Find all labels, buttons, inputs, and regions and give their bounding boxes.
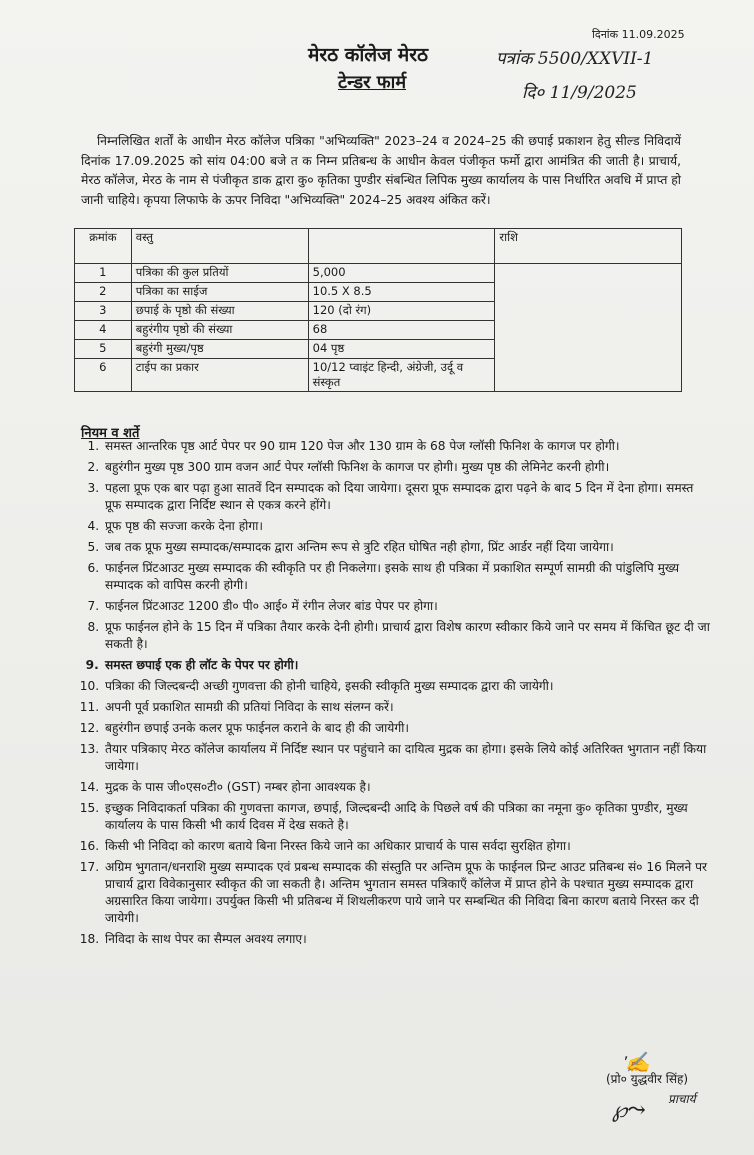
list-item: 18. निविदा के साथ पेपर का सैम्पल अवश्य लगाए। xyxy=(103,931,710,948)
row-serial: 3 xyxy=(75,302,132,321)
list-item: 9. समस्त छपाई एक ही लॉट के पेपर पर होगी। xyxy=(103,657,710,674)
list-item: 8. प्रूफ फाईनल होने के 15 दिन में पत्रिका तैयार करके देनी होगी। प्राचार्य द्वारा विशेष कारण स्वीकार किये जाने पर समय में किंचित छूट दी जा सकती है। xyxy=(103,619,710,653)
row-item: छपाई के पृष्ठो की संख्या xyxy=(131,302,308,321)
table-header-row xyxy=(75,229,682,264)
list-item: 10. पत्रिका की जिल्दबन्दी अच्छी गुणवत्ता की होनी चाहिये, इसकी स्वीकृति मुख्य सम्पादक द्वारा की जायेगी। xyxy=(103,678,710,695)
list-item: 1. समस्त आन्तरिक पृष्ठ आर्ट पेपर पर 90 ग्राम 120 पेज और 130 ग्राम के 68 पेज ग्लॉसी फिनिश के कागज पर होगी। xyxy=(103,438,710,455)
row-detail: 120 (दो रंग) xyxy=(308,302,495,321)
amount-cell xyxy=(495,264,682,392)
signature-mark-icon: ℘⤳ xyxy=(612,1098,646,1123)
list-item: 4. प्रूफ पृष्ठ की सज्जा करके देना होगा। xyxy=(103,518,710,535)
header-detail xyxy=(308,229,495,264)
row-item: बहुरंगीय पृष्ठो की संख्या xyxy=(131,321,308,340)
signature-scribble-icon: ᡃ✍ xyxy=(625,1050,650,1074)
row-detail: 5,000 xyxy=(308,264,495,283)
college-title: मेरठ कॉलेज मेरठ xyxy=(308,44,429,66)
handwritten-reference-number: पत्रांक 5500/XXVII-1 xyxy=(496,49,654,69)
row-detail: 10.5 X 8.5 xyxy=(308,283,495,302)
list-item: 7. फाईनल प्रिंटआउट 1200 डी० पी० आई० में रंगीन लेजर बांड पेपर पर होगा। xyxy=(103,598,710,615)
rules-list xyxy=(81,438,710,952)
principal-name: (प्रो० युद्धवीर सिंह) xyxy=(606,1072,688,1086)
list-item: 2. बहुरंगीन मुख्य पृष्ठ 300 ग्राम वजन आर्ट पेपर ग्लॉसी फिनिश के कागज पर होगी। मुख्य पृष्ठ की लेमिनेट करनी होगी। xyxy=(103,459,710,476)
intro-paragraph: निम्नलिखित शर्तों के आधीन मेरठ कॉलेज पत्रिका "अभिव्यक्ति" 2023–24 व 2024–25 की छपाई प्रकाशन हेतु सील्ड निविदायें दिनांक 17.09.2025 को सांय 04:00 बजे त क निम्न प्रतिबन्ध के आधीन केवल पंजीकृत फर्मो द्वारा आमंत्रित की जाती है। प्राचार्य, मेरठ कॉलेज, मेरठ के नाम से पंजीकृत डाक द्वारा कु० कृतिका पुण्डीर संबन्धित लिपिक मुख्य कार्यालय के पास निर्धारित अवधि में प्राप्त हो जानी चाहिये। कृपया लिफाफे के ऊपर निविदा "अभिव्यक्ति" 2024–25 अवश्य अंकित करें। xyxy=(81,134,681,207)
row-detail: 10/12 प्वाइंट हिन्दी, अंग्रेजी, उर्दू व संस्कृत xyxy=(308,359,495,392)
row-serial: 1 xyxy=(75,264,132,283)
list-item: 13. तैयार पत्रिकाए मेरठ कॉलेज कार्यालय में निर्दिष्ट स्थान पर पहुंचाने का दायित्व मुद्रक का होगा। इसके लिये कोई अतिरिक्त भुगतान नहीं किया जायेगा। xyxy=(103,741,710,775)
row-detail: 68 xyxy=(308,321,495,340)
list-item: 12. बहुरंगीन छपाई उनके कलर प्रूफ फाईनल कराने के बाद ही की जायेगी। xyxy=(103,720,710,737)
header-item: वस्तु xyxy=(131,229,308,264)
list-item: 14. मुद्रक के पास जी०एस०टी० (GST) नम्बर होना आवश्यक है। xyxy=(103,779,710,796)
row-item: पत्रिका का साईज xyxy=(131,283,308,302)
tender-form-heading: टेन्डर फार्म xyxy=(338,72,407,93)
document-date: दिनांक 11.09.2025 xyxy=(592,28,685,41)
list-item: 16. किसी भी निविदा को कारण बताये बिना निरस्त किये जाने का अधिकार प्राचार्य के पास सर्वदा सुरक्षित होगा। xyxy=(103,838,710,855)
handwritten-date: दि० 11/9/2025 xyxy=(522,83,637,103)
row-detail: 04 पृष्ठ xyxy=(308,340,495,359)
list-item: 15. इच्छुक निविदाकर्ता पत्रिका की गुणवत्ता कागज, छपाई, जिल्दबन्दी आदि के पिछले वर्ष की पत्रिका का नमूना कु० कृतिका पुण्डीर, मुख्य कार्यालय के पास किसी भी कार्य दिवस में देख सकते है। xyxy=(103,800,710,834)
rules-heading: नियम व शर्ते xyxy=(81,426,140,441)
row-item: टाईप का प्रकार xyxy=(131,359,308,392)
row-serial: 5 xyxy=(75,340,132,359)
row-serial: 4 xyxy=(75,321,132,340)
row-item: पत्रिका की कुल प्रतियों xyxy=(131,264,308,283)
list-item: 11. अपनी पूर्व प्रकाशित सामग्री की प्रतियां निविदा के साथ संलग्न करें। xyxy=(103,699,710,716)
list-item: 5. जब तक प्रूफ मुख्य सम्पादक/सम्पादक द्वारा अन्तिम रूप से त्रुटि रहित घोषित नही होगा, प्रिंट आर्डर नहीं दिया जायेगा। xyxy=(103,539,710,556)
principal-role: प्राचार्य xyxy=(668,1092,696,1106)
list-item: 6. फाईनल प्रिंटआउट मुख्य सम्पादक की स्वीकृति पर ही निकलेगा। इसके साथ ही पत्रिका में प्रकाशित सम्पूर्ण सामग्री की पांडुलिपि मुख्य सम्पादक को वापिस करनी होगी। xyxy=(103,560,710,594)
specification-table xyxy=(74,228,682,392)
list-item: 17. अग्रिम भुगतान/धनराशि मुख्य सम्पादक एवं प्रबन्ध सम्पादक की संस्तुति पर अन्तिम प्रूफ के फाईनल प्रिन्ट आउट प्रतिबन्ध सं० 16 मिलने पर प्राचार्य द्वारा विवेकानुसार स्वीकृत की जा सकती है। अन्तिम भुगतान समस्त पत्रिकाएँ कॉलेज में प्राप्त होने के पश्चात मुख्य सम्पादक द्वारा अग्रसारित किया जायेगा। उपर्युक्त किसी भी प्रतिबन्ध में शिथलीकरण पाये जाने पर सम्बन्धित की निविदा बिना कारण बताये निरस्त कर दी जायेगी। xyxy=(103,859,710,927)
row-serial: 6 xyxy=(75,359,132,392)
list-item: 3. पहला प्रूफ एक बार पढ़ा हुआ सातवें दिन सम्पादक को दिया जायेगा। दूसरा प्रूफ सम्पादक द्वारा पढ़ने के बाद 5 दिन में देना होगा। समस्त प्रूफ सम्पादक द्वारा निर्दिष्ट स्थान से एकत्र करने होंगे। xyxy=(103,480,710,514)
row-item: बहुरंगी मुख्य/पृष्ठ xyxy=(131,340,308,359)
header-serial: क्रमांक xyxy=(75,229,132,264)
row-serial: 2 xyxy=(75,283,132,302)
header-amount: राशि xyxy=(495,229,682,264)
table-row xyxy=(75,264,682,283)
